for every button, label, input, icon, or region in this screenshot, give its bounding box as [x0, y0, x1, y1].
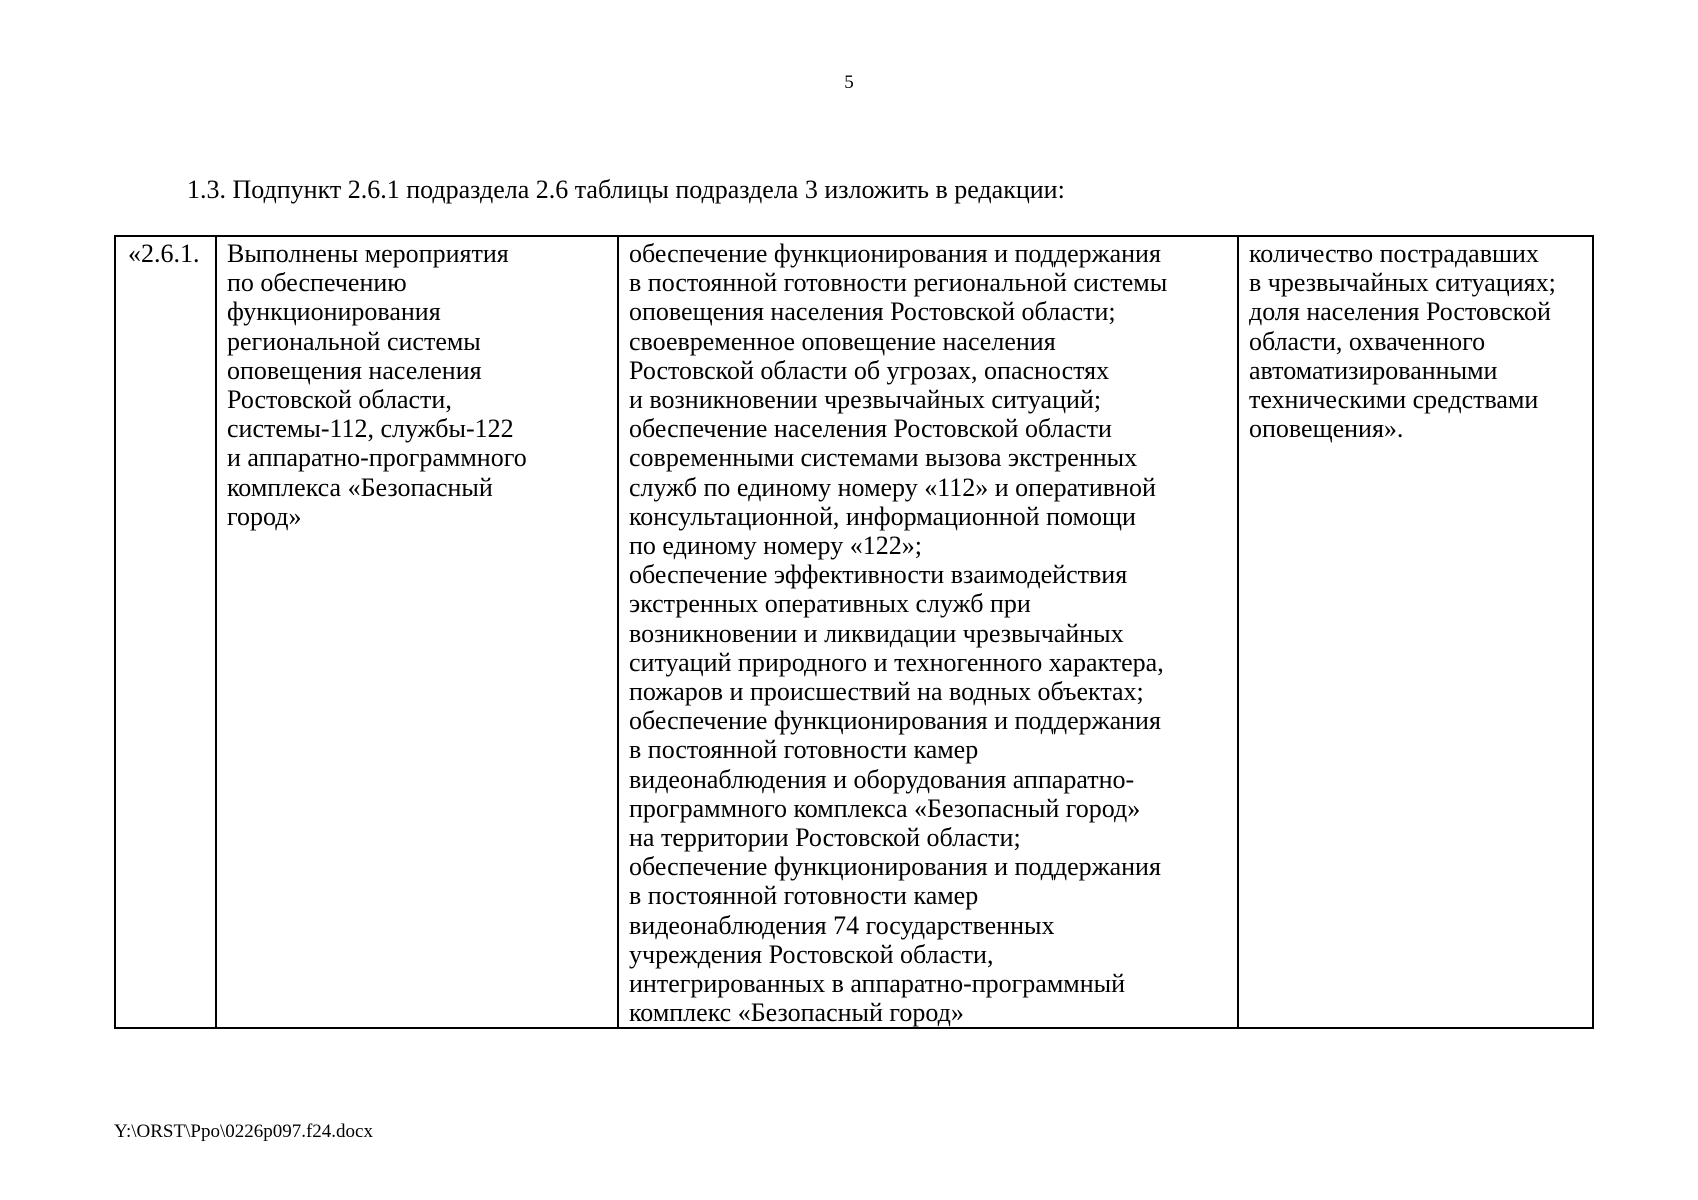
- amendment-table: [114, 235, 1594, 1029]
- footer-file-path: Y:\ORST\Ppo\0226p097.f24.docx: [114, 1121, 373, 1142]
- indicator-line: техническими средствами: [1249, 385, 1539, 415]
- indicator-line: оповещения».: [1249, 414, 1404, 444]
- description-line: современными системами вызова экстренных: [629, 443, 1138, 473]
- event-text: [227, 239, 608, 531]
- indicator-line: количество пострадавших: [1249, 239, 1539, 268]
- description-line: обеспечение населения Ростовской области: [629, 414, 1112, 444]
- indicator-line: доля населения Ростовской: [1249, 297, 1551, 327]
- table-row: [115, 236, 1593, 1028]
- page-number: 5: [844, 72, 854, 93]
- description-line: в постоянной готовности региональной системы: [629, 268, 1168, 298]
- indicator-line: в чрезвычайных ситуациях;: [1249, 268, 1556, 298]
- indicators-cell: [1238, 236, 1593, 1028]
- event-line: комплекса «Безопасный: [227, 472, 493, 502]
- description-line: учреждения Ростовской области,: [629, 939, 994, 969]
- description-line: служб по единому номеру «112» и оперативной: [629, 472, 1156, 502]
- description-text: [629, 239, 1228, 1027]
- indicator-line: области, охваченного: [1249, 326, 1486, 356]
- event-line: региональной системы: [227, 326, 481, 356]
- event-line: Ростовской области,: [227, 385, 452, 415]
- description-line: возникновении и ликвидации чрезвычайных: [629, 618, 1124, 648]
- event-line: и аппаратно-программного: [227, 443, 527, 473]
- event-line: по обеспечению: [227, 268, 407, 298]
- description-line: обеспечение функционирования и поддержания: [629, 852, 1161, 882]
- description-line: консультационной, информационной помощи: [629, 501, 1136, 531]
- indicators-text: [1249, 239, 1583, 443]
- item-number-cell: [115, 236, 216, 1028]
- description-line: комплекс «Безопасный город»: [629, 998, 964, 1028]
- description-line: по единому номеру «122»;: [629, 531, 922, 561]
- event-line: оповещения населения: [227, 355, 482, 385]
- description-line: экстренных оперативных служб при: [629, 589, 1031, 619]
- event-line: функционирования: [227, 297, 441, 327]
- description-line: программного комплекса «Безопасный город»: [629, 793, 1141, 823]
- description-line: пожаров и происшествий на водных объектах;: [629, 677, 1144, 707]
- description-line: Ростовской области об угрозах, опасностях: [629, 355, 1110, 385]
- description-line: обеспечение функционирования и поддержания: [629, 239, 1161, 268]
- description-line: обеспечение функционирования и поддержания: [629, 706, 1161, 736]
- description-line: видеонаблюдения и оборудования аппаратно-: [629, 764, 1135, 794]
- description-line: обеспечение эффективности взаимодействия: [629, 560, 1128, 590]
- description-line: видеонаблюдения 74 государственных: [629, 910, 1055, 940]
- description-line: своевременное оповещение населения: [629, 326, 1056, 356]
- description-cell: [618, 236, 1238, 1028]
- event-line: Выполнены мероприятия: [227, 239, 509, 268]
- description-line: ситуаций природного и техногенного характера,: [629, 647, 1164, 677]
- event-cell: [216, 236, 618, 1028]
- event-line: город»: [227, 501, 302, 531]
- amendment-intro: 1.3. Подпункт 2.6.1 подраздела 2.6 таблицы подраздела 3 изложить в редакции:: [187, 175, 1065, 204]
- description-line: в постоянной готовности камер: [629, 881, 979, 911]
- description-line: оповещения населения Ростовской области;: [629, 297, 1116, 327]
- event-line: системы-112, службы-122: [227, 414, 514, 444]
- item-number: «2.6.1.: [128, 239, 200, 268]
- description-line: в постоянной готовности камер: [629, 735, 979, 765]
- description-line: на территории Ростовской области;: [629, 823, 1021, 853]
- indicator-line: автоматизированными: [1249, 355, 1498, 385]
- description-line: интегрированных в аппаратно-программный: [629, 969, 1126, 999]
- description-line: и возникновении чрезвычайных ситуаций;: [629, 385, 1102, 415]
